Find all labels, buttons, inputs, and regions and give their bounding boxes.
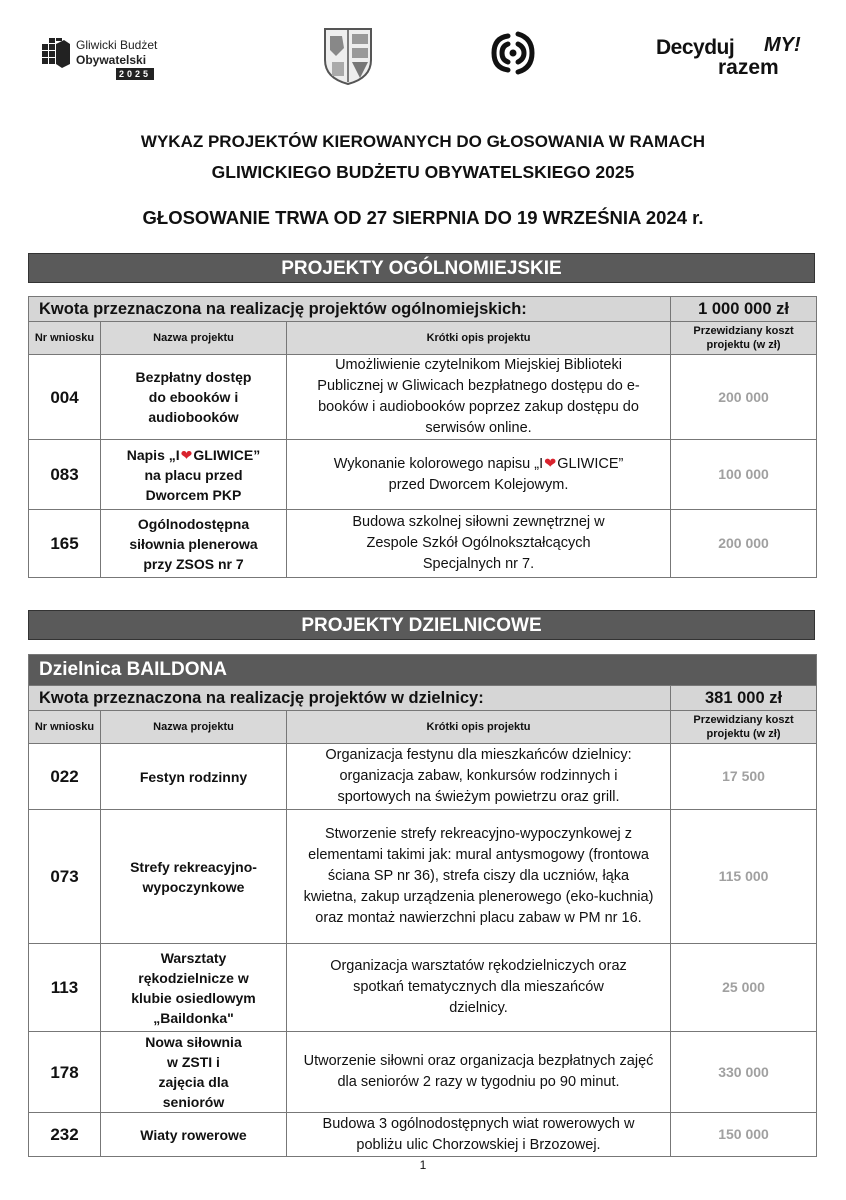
project-cost: 200 000 xyxy=(671,510,817,578)
district-projects-table xyxy=(28,654,817,1157)
project-name: Bezpłatny dostęp do ebooków i audiobooków xyxy=(101,355,287,440)
gbo-logo-year: 2025 xyxy=(116,68,154,80)
project-name: Nowa siłownia w ZSTI i zajęcia dla seniorów xyxy=(101,1032,287,1113)
dec-logo-my: MY! xyxy=(764,34,801,56)
heart-icon: ❤ xyxy=(544,455,557,472)
project-number: 113 xyxy=(29,944,101,1032)
project-name: Warsztaty rękodzielnicze w klubie osiedlowym „Baildonka" xyxy=(101,944,287,1032)
quota-row xyxy=(29,297,817,322)
table-row xyxy=(29,944,817,1032)
project-description-part2: GLIWICE” przed Dworcem Kolejowym. xyxy=(388,455,624,493)
table-row xyxy=(29,744,817,810)
project-number: 004 xyxy=(29,355,101,440)
project-number: 073 xyxy=(29,810,101,944)
project-name xyxy=(101,440,287,510)
project-cost: 25 000 xyxy=(671,944,817,1032)
table-row xyxy=(29,1113,817,1157)
project-description: Budowa szkolnej siłowni zewnętrznej w Zespole Szkół Ogólnokształcących Specjalnych nr 7. xyxy=(287,510,671,578)
city-projects-table xyxy=(28,296,817,578)
section-band-district: PROJEKTY DZIELNICOWE xyxy=(28,610,815,640)
col-header-nr: Nr wniosku xyxy=(29,322,101,355)
project-name-part2: GLIWICE” na placu przed Dworcem PKP xyxy=(144,446,261,503)
project-description: Stworzenie strefy rekreacyjno-wypoczynkowej z elementami takimi jak: mural antysmogowy (frontowa ściana SP nr 36), strefa ciszy dla uczniów, łąka kwietna, zakup urządzenia plenerowego (eko-kuchnia) oraz montaż nawierzchni placu zabaw w PM nr 16. xyxy=(287,810,671,944)
project-cost: 17 500 xyxy=(671,744,817,810)
project-name: Ogólnodostępna siłownia plenerowa przy ZSOS nr 7 xyxy=(101,510,287,578)
district-name: Dzielnica BAILDONA xyxy=(29,655,817,686)
col-header-name: Nazwa projektu xyxy=(101,322,287,355)
quota-amount: 381 000 zł xyxy=(671,686,817,711)
project-cost: 100 000 xyxy=(671,440,817,510)
voting-period: GŁOSOWANIE TRWA OD 27 SIERPNIA DO 19 WRZEŚNIA 2024 r. xyxy=(142,207,704,228)
project-cost: 330 000 xyxy=(671,1032,817,1113)
gbo-logo xyxy=(40,28,170,84)
table-row xyxy=(29,810,817,944)
heart-icon: ❤ xyxy=(180,446,193,463)
table-row xyxy=(29,355,817,440)
col-header-desc: Krótki opis projektu xyxy=(287,711,671,744)
gbo-logo-line1: Gliwicki Budżet xyxy=(76,38,158,52)
project-cost: 200 000 xyxy=(671,355,817,440)
project-number: 083 xyxy=(29,440,101,510)
col-header-nr: Nr wniosku xyxy=(29,711,101,744)
table-header-row xyxy=(29,322,817,355)
decydujmy-razem-logo xyxy=(654,32,804,82)
table-header-row xyxy=(29,711,817,744)
swirl-logo-icon xyxy=(488,30,538,76)
quota-amount: 1 000 000 zł xyxy=(671,297,817,322)
project-name: Strefy rekreacyjno-wypoczynkowe xyxy=(101,810,287,944)
project-number: 022 xyxy=(29,744,101,810)
project-number: 165 xyxy=(29,510,101,578)
page-number: 1 xyxy=(419,1158,427,1172)
project-name-part1: Napis „I xyxy=(126,446,180,463)
col-header-cost: Przewidziany koszt projektu (w zł) xyxy=(671,322,817,355)
project-description xyxy=(287,440,671,510)
project-number: 232 xyxy=(29,1113,101,1157)
project-description: Organizacja warsztatów rękodzielniczych oraz spotkań tematycznych dla mieszańców dzielnicy. xyxy=(287,944,671,1032)
col-header-cost: Przewidziany koszt projektu (w zł) xyxy=(671,711,817,744)
district-name-row xyxy=(29,655,817,686)
project-description: Organizacja festynu dla mieszkańców dzielnicy: organizacja zabaw, konkursów rodzinnych i sportowych na świeżym powietrzu oraz grill. xyxy=(287,744,671,810)
col-header-desc: Krótki opis projektu xyxy=(287,322,671,355)
gbo-logo-line2: Obywatelski xyxy=(76,53,147,67)
document-title-line1: WYKAZ PROJEKTÓW KIEROWANYCH DO GŁOSOWANIA W RAMACH xyxy=(140,132,706,151)
dec-logo-line2: razem xyxy=(718,56,779,79)
project-name: Festyn rodzinny xyxy=(101,744,287,810)
table-row xyxy=(29,1032,817,1113)
document-title-line2: GLIWICKIEGO BUDŻETU OBYWATELSKIEGO 2025 xyxy=(211,162,635,182)
col-header-name: Nazwa projektu xyxy=(101,711,287,744)
project-cost: 150 000 xyxy=(671,1113,817,1157)
city-crest-icon xyxy=(322,26,374,86)
quota-label: Kwota przeznaczona na realizację projektów ogólnomiejskich: xyxy=(29,297,671,322)
project-description: Utworzenie siłowni oraz organizacja bezpłatnych zajęć dla seniorów 2 razy w tygodniu po 90 minut. xyxy=(287,1032,671,1113)
project-cost: 115 000 xyxy=(671,810,817,944)
project-description-part1: Wykonanie kolorowego napisu „I xyxy=(333,455,544,472)
project-number: 178 xyxy=(29,1032,101,1113)
project-name: Wiaty rowerowe xyxy=(101,1113,287,1157)
project-description: Budowa 3 ogólnodostępnych wiat rowerowych w pobliżu ulic Chorzowskiej i Brzozowej. xyxy=(287,1113,671,1157)
quota-row xyxy=(29,686,817,711)
cube-icon xyxy=(42,38,70,68)
table-row xyxy=(29,510,817,578)
logo-bar xyxy=(0,22,846,92)
dec-logo-line1: Decyduj xyxy=(656,36,735,59)
quota-label: Kwota przeznaczona na realizację projektów w dzielnicy: xyxy=(29,686,671,711)
project-description: Umożliwienie czytelnikom Miejskiej Biblioteki Publicznej w Gliwicach bezpłatnego dostępu do e-booków i audiobooków poprzez zakup dostępu do serwisów online. xyxy=(287,355,671,440)
section-band-city: PROJEKTY OGÓLNOMIEJSKIE xyxy=(28,253,815,283)
table-row xyxy=(29,440,817,510)
